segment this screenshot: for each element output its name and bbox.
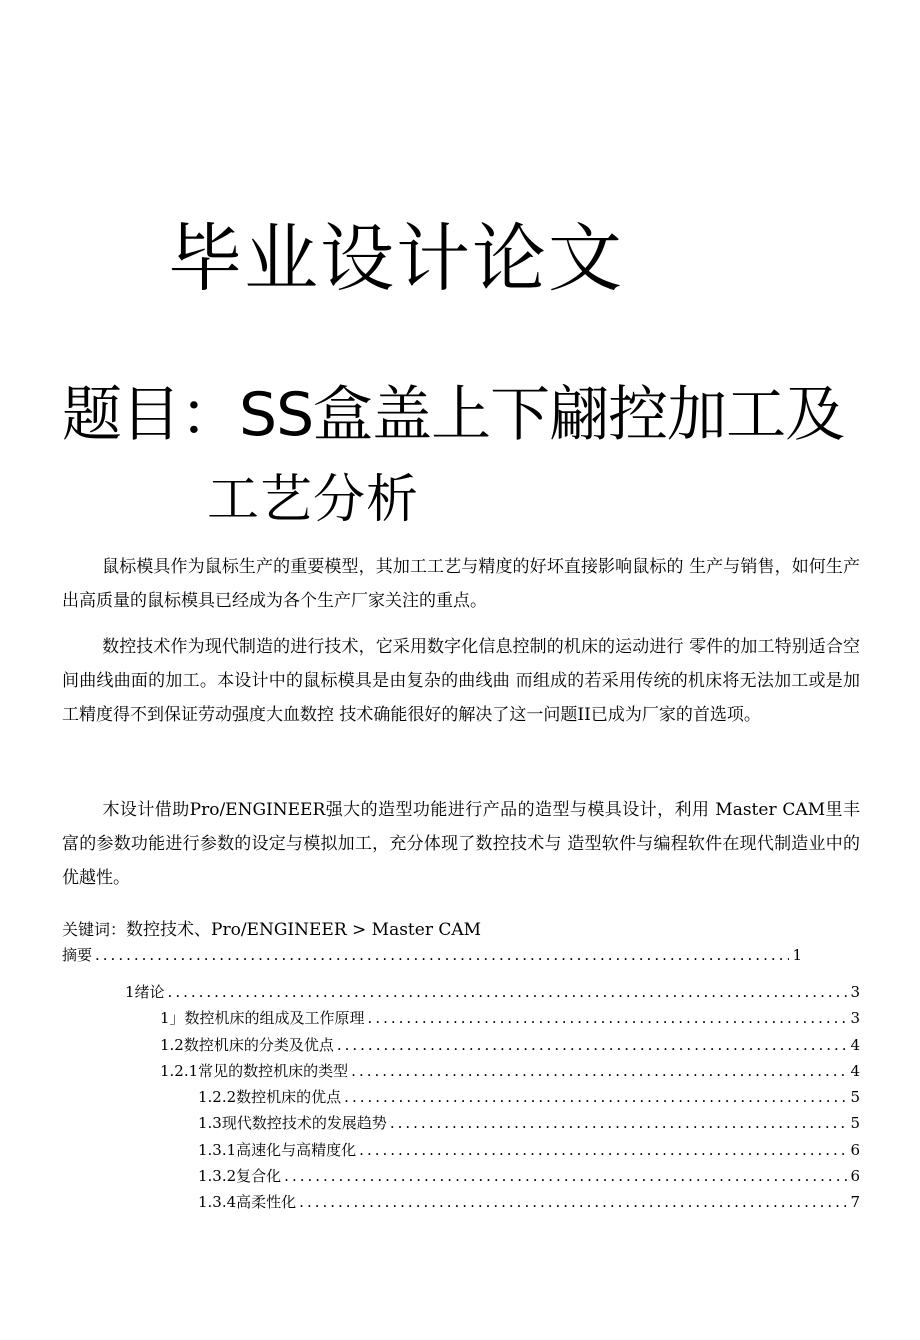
toc-entry[interactable] [198, 1113, 860, 1133]
toc-entry[interactable] [160, 1035, 860, 1055]
toc-entry-page: 5 [850, 1088, 860, 1106]
thesis-topic-line-2: 工艺分析 [207, 470, 420, 530]
toc-leader [337, 1035, 848, 1055]
toc-entry-title: 1」数控机床的组成及工作原理 [160, 1009, 365, 1027]
abstract-paragraph-3 [62, 793, 860, 895]
toc-entry-title: 1.2数控机床的分类及优点 [160, 1036, 334, 1054]
toc-entry-page: 6 [850, 1167, 860, 1185]
toc-entry[interactable] [62, 945, 802, 965]
keywords-label: 关键词： [62, 920, 127, 939]
toc-entry-page: 3 [850, 1009, 860, 1027]
toc-entry[interactable] [198, 1192, 860, 1212]
toc-leader [284, 1166, 847, 1186]
toc-entry-page: 5 [850, 1114, 860, 1132]
toc-entry[interactable] [198, 1166, 860, 1186]
toc-entry-title: 1.3.4高柔性化 [198, 1193, 297, 1211]
keywords-value: 数控技术、Pro/ENGINEER > Master CAM [126, 920, 482, 940]
toc-leader [351, 1061, 847, 1081]
toc-entry[interactable] [160, 1008, 860, 1028]
toc-entry-page: 6 [850, 1141, 860, 1159]
paragraph-text: 鼠标模具作为鼠标生产的重要模型，其加工工艺与精度的好坏直接影响鼠标的 生产与销售，如何生产出高质量的鼠标模具已经成为各个生产厂家关注的重点。 [62, 557, 860, 611]
document-title: 毕业设计论文 [168, 216, 624, 302]
abstract-paragraph-1 [62, 550, 860, 618]
keywords-line [62, 915, 481, 940]
toc-entry-title: 1.2.1常见的数控机床的类型 [160, 1062, 349, 1080]
toc-entry-title: 摘要 [62, 946, 93, 964]
thesis-topic-line-1: 题目：SS盒盖上下翩控加工及 [62, 380, 845, 450]
toc-entry-page: 7 [850, 1193, 860, 1211]
toc-leader [390, 1113, 848, 1133]
toc-entry-title: 1.3.1高速化与高精度化 [198, 1141, 357, 1159]
toc-entry-title: 1.3现代数控技术的发展趋势 [198, 1114, 387, 1132]
toc-entry[interactable] [160, 1061, 860, 1081]
toc-entry-title: 1.2.2数控机床的优点 [198, 1088, 342, 1106]
toc-entry-title: 1.3.2复合化 [198, 1167, 282, 1185]
toc-entry-title: 1绪论 [125, 983, 165, 1001]
toc-entry[interactable] [198, 1087, 860, 1107]
toc-entry[interactable] [125, 982, 860, 1002]
toc-leader [359, 1140, 847, 1160]
toc-leader [368, 1008, 848, 1028]
toc-leader [168, 982, 848, 1002]
paragraph-text: 木设计借助Pro/ENGINEER强大的造型功能进行产品的造型与模具设计，利用 Master CAM里丰富的参数功能进行参数的设定与模拟加工，充分体现了数控技术与 造型软件与编程软件在现代制造业中的优越性。 [62, 800, 860, 888]
toc-entry-page: 4 [850, 1062, 860, 1080]
toc-leader [299, 1192, 847, 1212]
toc-entry[interactable] [198, 1140, 860, 1160]
toc-entry-page: 4 [850, 1036, 860, 1054]
toc-entry-page: 1 [792, 946, 802, 964]
paragraph-text: 数控技术作为现代制造的进行技术，它采用数字化信息控制的机床的运动进行 零件的加工特别适合空间曲线曲面的加工。本设计中的鼠标模具是由复杂的曲线曲 而组成的若采用传统的机床将无法加工或是加工精度得不到保证劳动强度大血数控 技术确能很好的解决了这一问题II已成为厂家的首选项。 [62, 637, 860, 725]
toc-entry-page: 3 [850, 983, 860, 1001]
abstract-paragraph-2 [62, 630, 860, 732]
toc-leader [344, 1087, 847, 1107]
toc-leader [95, 945, 789, 965]
